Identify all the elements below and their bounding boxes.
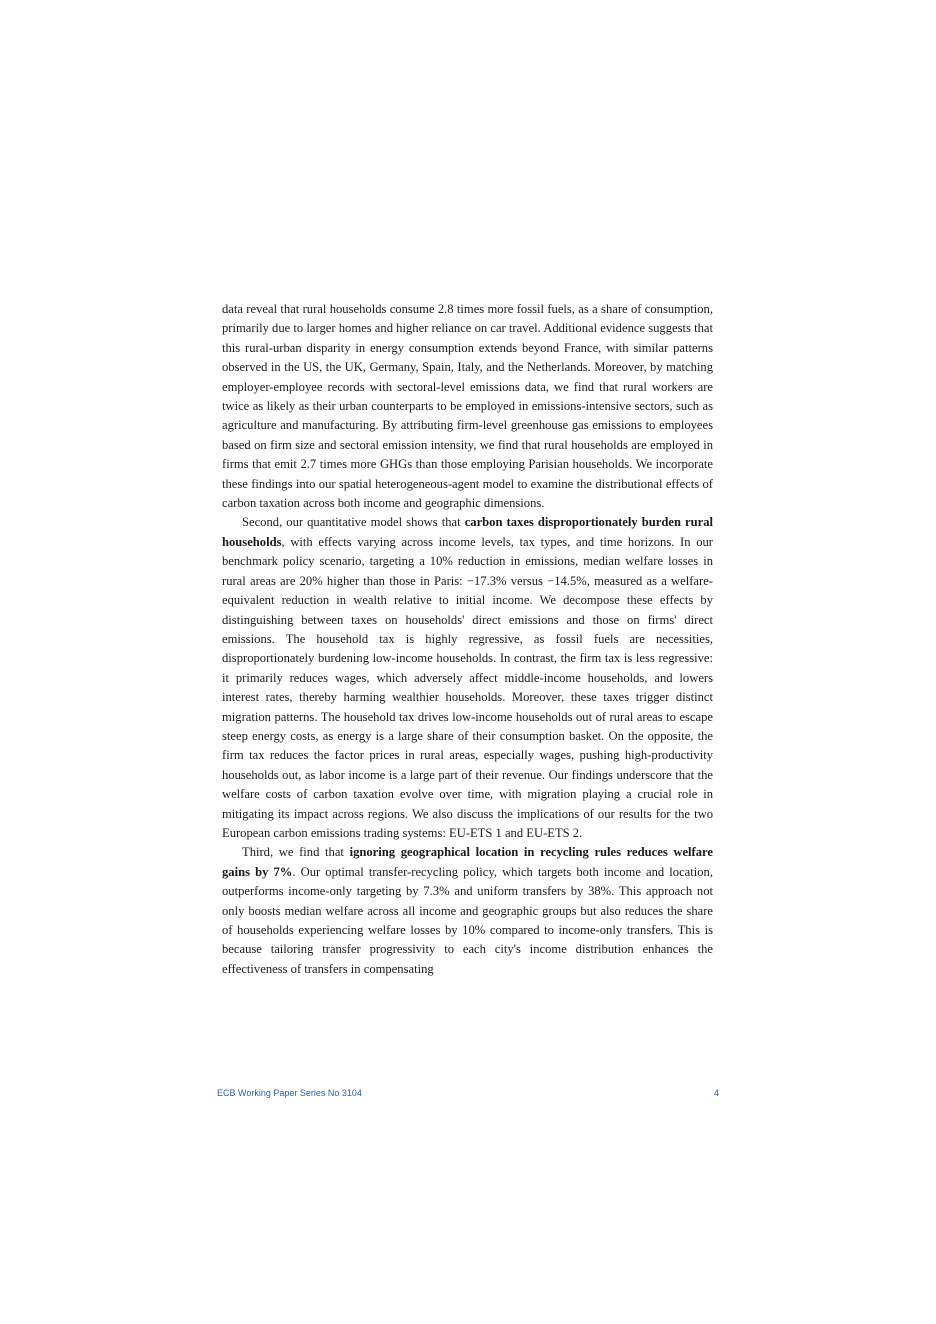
paragraph-3-bold: ignoring geographical location in recycling rules reduces welfare gains by 7% (222, 845, 713, 879)
paragraph-3-lead: Third, we find that (242, 845, 350, 860)
paragraph-3 (222, 843, 713, 979)
series-label: ECB Working Paper Series No 3104 (217, 1088, 362, 1098)
paragraph-2-bold: carbon taxes disproportionately burden rural households (222, 515, 713, 549)
paragraph-1: data reveal that rural households consume 2.8 times more fossil fuels, as a share of consumption, primarily due to larger homes and higher reliance on car travel. Additional evidence suggests that this rural-urban disparity in energy consumption extends beyond France, with similar patterns observed in the US, the UK, Germany, Spain, Italy, and the Netherlands. Moreover, by matching employer-employee records with sectoral-level emissions data, we find that rural workers are twice as likely as their urban counterparts to be employed in emissions-intensive sectors, such as agriculture and manufacturing. By attributing firm-level greenhouse gas emissions to employees based on firm size and sectoral emission intensity, we find that rural households are employed in firms that emit 2.7 times more GHGs than those employing Parisian households. We incorporate these findings into our spatial heterogeneous-agent model to examine the distributional effects of carbon taxation across both income and geographic dimensions. (222, 302, 713, 511)
body-text (222, 300, 713, 979)
page-number: 4 (713, 1088, 719, 1098)
paragraph-2-rest: , with effects varying across income levels, tax types, and time horizons. In our benchmark policy scenario, targeting a 10% reduction in emissions, median welfare losses in rural areas are 20% higher than those in Paris: −17.3% versus −14.5%, measured as a welfare-equivalent reduction in wealth relative to initial income. We decompose these effects by distinguishing between taxes on households' direct emissions and those on firms' direct emissions. The household tax is highly regressive, as fossil fuels are necessities, disproportionately burdening low-income households. In contrast, the firm tax is less regressive: it primarily reduces wages, which adversely affect middle-income households, and lowers interest rates, thereby harming wealthier households. Moreover, these taxes trigger distinct migration patterns. The household tax drives low-income households out of rural areas to escape steep energy costs, as energy is a large share of their consumption basket. On the opposite, the firm tax reduces the factor prices in rural areas, especially wages, pushing high-productivity households out, as labor income is a large part of their revenue. Our findings underscore that the welfare costs of carbon taxation evolve over time, with migration playing a crucial role in mitigating its impact across regions. We also discuss the implications of our results for the two European carbon emissions trading systems: EU-ETS 1 and EU-ETS 2. (222, 534, 713, 840)
paragraph-2 (222, 513, 713, 843)
paragraph-2-lead: Second, our quantitative model shows that (242, 515, 465, 530)
paragraph-3-rest: . Our optimal transfer-recycling policy, which targets both income and location, outperforms income-only targeting by 7.3% and uniform transfers by 38%. This approach not only boosts median welfare across all income and geographic groups but also reduces the share of households experiencing welfare losses by 10% compared to income-only transfers. This is because tailoring transfer progressivity to each city's income distribution enhances the effectiveness of transfers in compensating (222, 864, 713, 976)
